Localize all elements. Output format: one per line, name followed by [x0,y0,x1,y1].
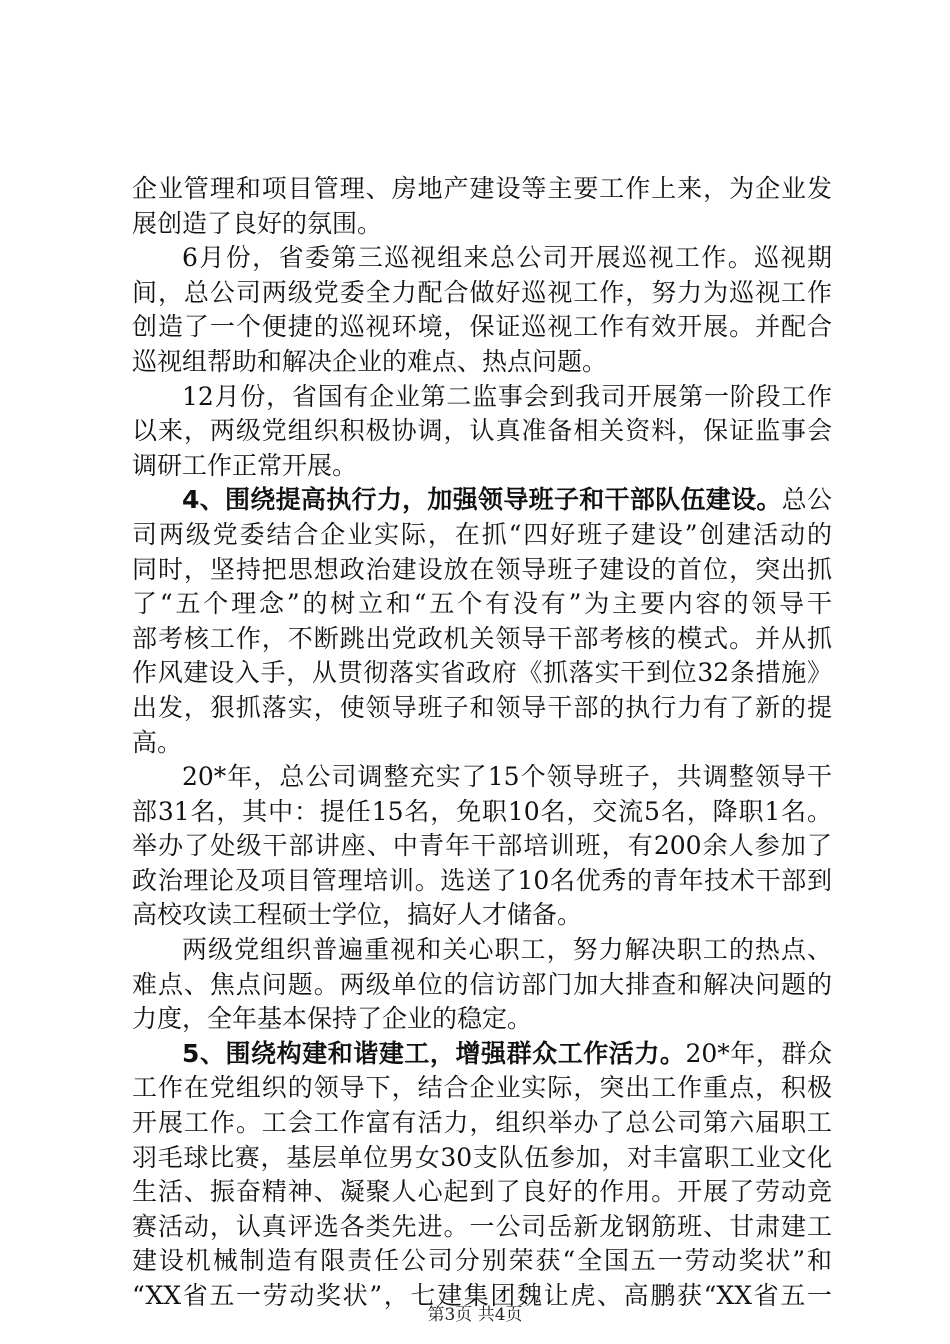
text-line [132,1141,832,1176]
text-line [132,172,832,207]
line-text: 12月份，省国有企业第二监事会到我司开展第一阶段工作 [182,381,832,411]
line-text: 间，总公司两级党委全力配合做好巡视工作，努力为巡视工作 [132,277,832,307]
text-line [132,656,832,691]
text-line [132,795,832,830]
line-text: 出发，狠抓落实，使领导班子和领导干部的执行力有了新的提 [132,692,832,722]
line-text: 创造了一个便捷的巡视环境，保证巡视工作有效开展。并配合 [132,312,832,342]
line-text: 羽毛球比赛，基层单位男女30支队伍参加，对丰富职工业文化 [132,1142,832,1172]
line-text: 司两级党委结合企业实际，在抓“四好班子建设”创建活动的 [132,519,832,549]
line-text: 以来，两级党组织积极协调，认真准备相关资料，保证监事会 [132,416,832,446]
text-line [132,518,832,553]
text-line [132,829,832,864]
text-line [132,380,832,415]
line-text: 展创造了良好的氛围。 [132,208,383,238]
line-text: 建设机械制造有限责任公司分别荣获“全国五一劳动奖状”和 [132,1246,832,1276]
text-line [132,760,832,795]
line-text: 两级党组织普遍重视和关心职工，努力解决职工的热点、 [182,935,832,965]
text-line [132,968,832,1003]
section-heading: 4、围绕提高执行力，加强领导班子和干部队伍建设。 [182,485,782,515]
line-text: 赛活动，认真评选各类先进。一公司岳新龙钢筋班、甘肃建工 [132,1211,832,1241]
line-text: 企业管理和项目管理、房地产建设等主要工作上来，为企业发 [132,174,832,203]
section-heading: 5、围绕构建和谐建工，增强群众工作活力。 [182,1038,686,1068]
text-line [132,241,832,276]
text-line [132,1071,832,1106]
line-text: 工作在党组织的领导下，结合企业实际，突出工作重点，积极 [132,1073,832,1103]
text-line [132,414,832,449]
text-line [132,691,832,726]
text-line [132,276,832,311]
text-line [132,1244,832,1279]
text-line [132,1175,832,1210]
document-body [132,172,832,1314]
line-text: 高校攻读工程硕士学位，搞好人才储备。 [132,900,583,930]
text-line [132,207,832,242]
line-text: 20*年，总公司调整充实了15个领导班子，共调整领导干 [182,762,832,792]
page-footer: 第3页 共4页 [427,1305,523,1325]
line-text: 总公 [781,485,832,515]
line-text: 6月份，省委第三巡视组来总公司开展巡视工作。巡视期 [182,243,832,273]
text-line [132,553,832,588]
text-line [132,1037,832,1072]
text-line [132,310,832,345]
line-text: 了“五个理念”的树立和“五个有没有”为主要内容的领导干 [132,589,832,619]
text-line [132,345,832,380]
line-text: 生活、振奋精神、凝聚人心起到了良好的作用。开展了劳动竞 [132,1177,832,1207]
line-text: 部考核工作，不断跳出党政机关领导干部考核的模式。并从抓 [132,623,832,653]
text-line [132,1106,832,1141]
line-text: 同时，坚持把思想政治建设放在领导班子建设的首位，突出抓 [132,554,832,584]
text-line [132,726,832,761]
line-text: 20*年，群众 [685,1038,832,1068]
text-line [132,483,832,518]
text-line [132,864,832,899]
line-text: 部31名，其中：提任15名，免职10名，交流5名，降职1名。 [132,796,832,826]
text-line [132,622,832,657]
line-text: 开展工作。工会工作富有活力，组织举办了总公司第六届职工 [132,1108,832,1138]
line-text: 作风建设入手，从贯彻落实省政府《抓落实干到位32条措施》 [132,658,832,688]
line-text: 举办了处级干部讲座、中青年干部培训班，有200余人参加了 [132,831,832,861]
text-line [132,1210,832,1245]
line-text: 难点、焦点问题。两级单位的信访部门加大排查和解决问题的 [132,969,832,999]
line-text: 调研工作正常开展。 [132,450,358,480]
line-text: 巡视组帮助和解决企业的难点、热点问题。 [132,346,608,376]
text-line [132,449,832,484]
line-text: 力度，全年基本保持了企业的稳定。 [132,1004,533,1034]
text-line [132,898,832,933]
line-text: 政治理论及项目管理培训。选送了10名优秀的青年技术干部到 [132,865,832,895]
text-line [132,933,832,968]
line-text: 高。 [132,727,183,757]
line-text: “XX省五一劳动奖状”，七建集团魏让虎、高鹏获“XX省五一 [132,1281,832,1310]
text-line [132,587,832,622]
text-line [132,1002,832,1037]
